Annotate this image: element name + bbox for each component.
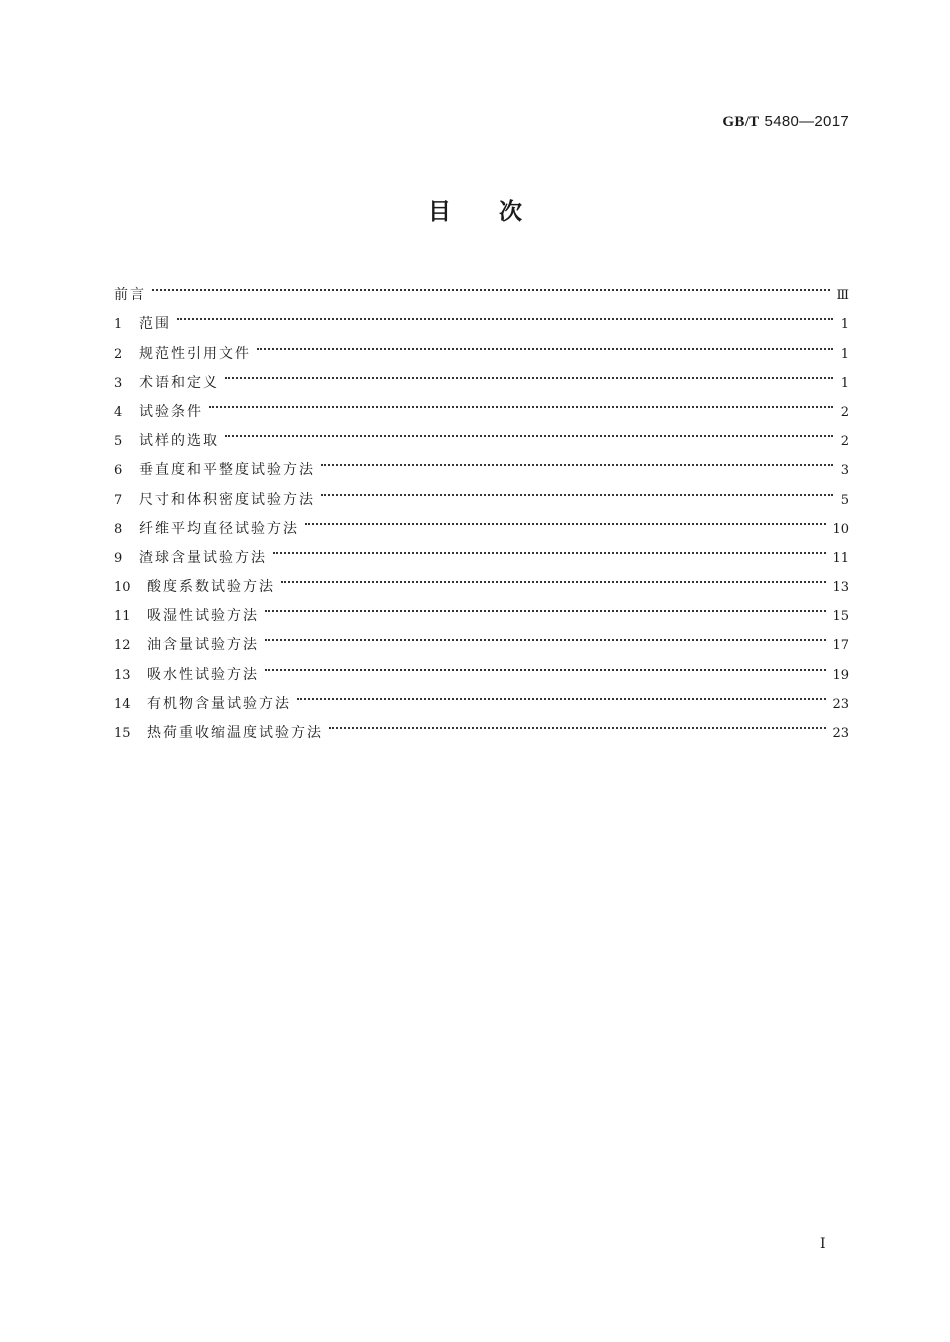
toc-entry-page: 19 xyxy=(832,667,849,683)
toc-leader-dots xyxy=(265,620,826,649)
toc-entry-title: 油含量试验方法 xyxy=(147,637,259,654)
toc-entry-page: 23 xyxy=(832,726,849,741)
toc-leader-dots xyxy=(305,504,826,533)
toc-entry-page: 5 xyxy=(840,492,849,508)
toc-entry-page: 2 xyxy=(840,404,849,420)
toc-leader-dots xyxy=(297,679,826,708)
toc-entry-title: 范围 xyxy=(139,316,171,333)
toc-entry-title: 试样的选取 xyxy=(139,433,219,450)
toc-entry-number: 6 xyxy=(114,463,123,479)
toc-entry-page: 1 xyxy=(840,317,849,333)
toc-entry-title: 术语和定义 xyxy=(139,374,219,391)
toc-entry-number: 4 xyxy=(114,404,123,420)
toc-entry-1[interactable] xyxy=(114,299,849,333)
toc-leader-dots xyxy=(257,328,833,357)
toc-entry-title: 纤维平均直径试验方法 xyxy=(139,520,299,537)
toc-entry-title: 试验条件 xyxy=(139,403,203,420)
toc-entry-title: 热荷重收缩温度试验方法 xyxy=(147,725,323,741)
toc-leader-dots xyxy=(265,649,826,678)
toc-leader-dots xyxy=(281,562,826,591)
toc-entry-number: 11 xyxy=(114,609,131,625)
toc-entry-title: 规范性引用文件 xyxy=(139,345,251,362)
standard-number: 5480—2017 xyxy=(764,113,849,130)
toc-entry-page: 1 xyxy=(840,375,849,391)
toc-leader-dots xyxy=(177,299,833,328)
toc-entry-page: 10 xyxy=(832,521,849,537)
toc-entry-title: 尺寸和体积密度试验方法 xyxy=(139,491,315,508)
toc-entry-title: 垂直度和平整度试验方法 xyxy=(139,462,315,479)
toc-entry-title: 吸水性试验方法 xyxy=(147,666,259,683)
toc-entry-number: 12 xyxy=(114,638,131,654)
toc-leader-dots xyxy=(321,445,833,474)
toc-entry-foreword[interactable] xyxy=(114,270,849,304)
toc-leader-dots xyxy=(265,591,826,620)
standard-code xyxy=(722,112,849,131)
toc-entry-5[interactable] xyxy=(114,416,849,450)
page-title: 目次 xyxy=(428,199,570,225)
toc-entry-page: 1 xyxy=(840,346,849,362)
toc-entry-page: 3 xyxy=(840,463,849,479)
toc-entry-title: 渣球含量试验方法 xyxy=(139,549,267,566)
toc-entry-number: 14 xyxy=(114,696,131,712)
standard-prefix: GB/T xyxy=(722,114,760,130)
toc-entry-page: 15 xyxy=(832,609,849,625)
toc-entry-2[interactable] xyxy=(114,328,849,362)
page-number: Ⅰ xyxy=(820,1237,826,1252)
toc-entry-3[interactable] xyxy=(114,358,849,391)
toc-entry-number: 15 xyxy=(114,726,131,741)
toc-entry-number: 3 xyxy=(114,375,123,391)
toc-entry-page: 23 xyxy=(832,696,849,712)
toc-entry-page: 2 xyxy=(840,434,849,450)
toc-leader-dots xyxy=(273,533,826,562)
toc-entry-number: 13 xyxy=(114,667,131,683)
toc-entry-number: 10 xyxy=(114,580,131,596)
toc-entry-title: 酸度系数试验方法 xyxy=(147,579,275,596)
toc-entry-page: Ⅲ xyxy=(836,288,849,304)
toc-leader-dots xyxy=(152,270,830,299)
toc-leader-dots xyxy=(321,474,833,503)
toc-leader-dots xyxy=(209,387,833,416)
toc-leader-dots xyxy=(329,708,826,737)
toc-entry-number: 2 xyxy=(114,346,123,362)
toc-entry-number: 5 xyxy=(114,434,123,450)
toc-entry-page: 11 xyxy=(832,550,849,566)
toc-entry-4[interactable] xyxy=(114,387,849,420)
toc-entry-number: 7 xyxy=(114,492,123,508)
toc-entry-number: 1 xyxy=(114,317,123,333)
toc-entry-title: 有机物含量试验方法 xyxy=(147,695,291,712)
toc-entry-number: 8 xyxy=(114,521,123,537)
toc-entry-page: 13 xyxy=(832,580,849,596)
toc-entry-number: 9 xyxy=(114,550,123,566)
table-of-contents xyxy=(114,270,849,741)
toc-entry-title: 吸湿性试验方法 xyxy=(147,608,259,625)
toc-leader-dots xyxy=(225,416,833,445)
toc-entry-title: 前言 xyxy=(114,287,146,304)
toc-leader-dots xyxy=(225,358,833,387)
toc-entry-page: 17 xyxy=(832,638,849,654)
